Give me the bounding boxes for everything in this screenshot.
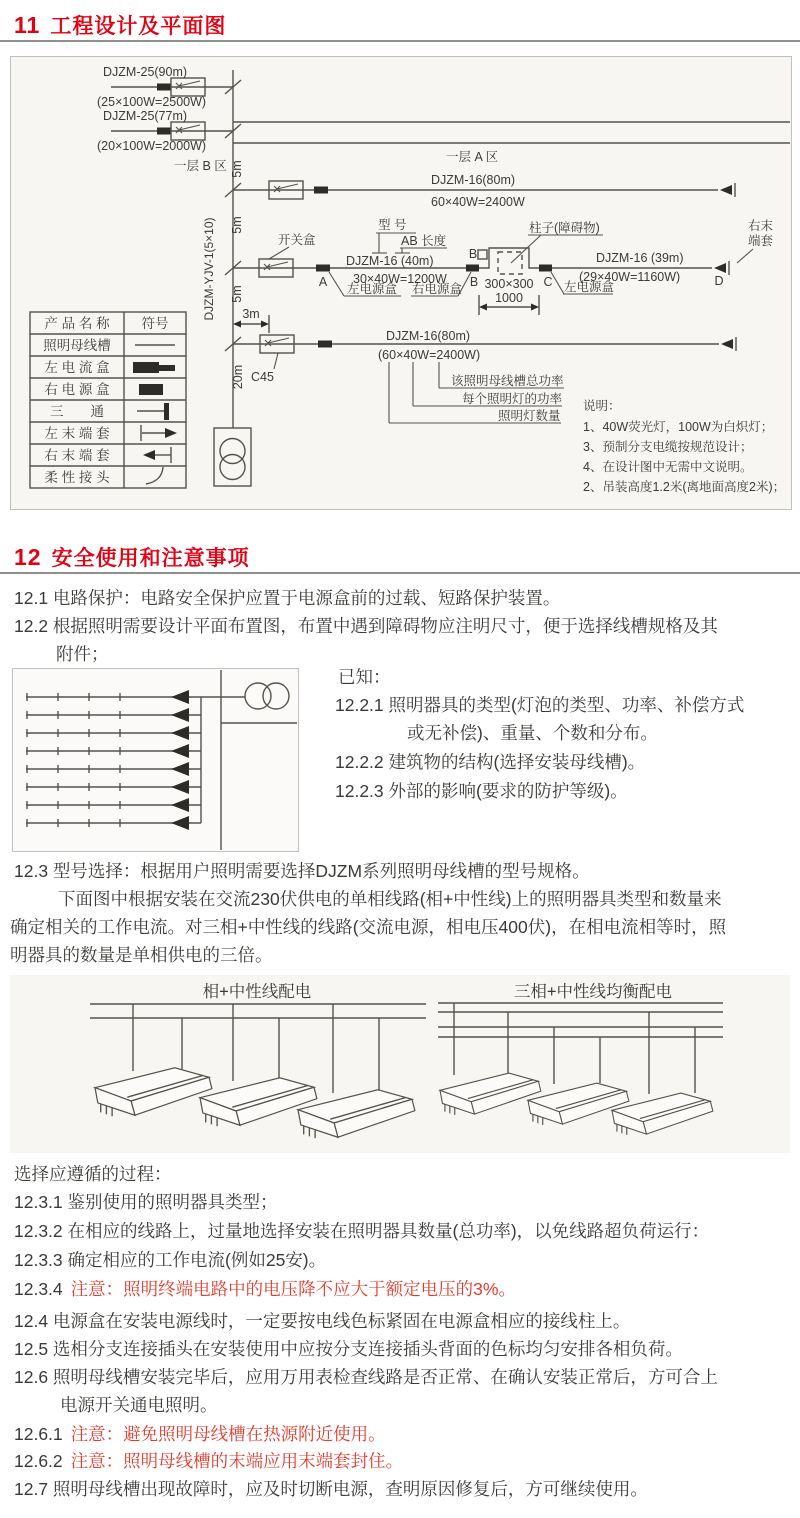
note-3: 4、在设计图中无需中文说明。 [583, 460, 753, 474]
callout-lamp-count: 照明灯数量 [498, 409, 561, 423]
section11-divider [0, 40, 800, 42]
callout-lamp-power: 每个照明灯的功率 [462, 392, 563, 406]
feeder1-power-label: (25×100W=2500W) [97, 95, 207, 109]
note-2: 3、预制分支电缆按规范设计； [583, 440, 753, 454]
left-source-box2-label: 左电源盒 [564, 280, 615, 294]
ab-length-callout-label: AB 长度 [401, 234, 447, 248]
column-size-label: 300×300 [484, 277, 534, 291]
legend-row-left-endcap: 左 末 端 套 [44, 426, 110, 441]
legend-row-tee: 三 通 [50, 404, 104, 419]
process-title: 选择应遵循的过程： [14, 1164, 172, 1184]
floor-plan-drawing [13, 669, 298, 851]
known-title: 已知： [338, 667, 391, 687]
item-12-3-4 [14, 1275, 516, 1303]
item-12-6-2-number: 12.6.2 [14, 1451, 63, 1471]
item-12-4: 12.4 电源盒在安装电源线时，一定要按电线色标紧固在电源盒相应的接线柱上。 [14, 1311, 631, 1331]
section12-title: 安全使用和注意事项 [51, 547, 250, 570]
item-12-2: 12.2 根据照明需要设计平面布置图，布置中遇到障碍物应注明尺寸，便于选择线槽规格及其 [14, 616, 718, 636]
model-callout-label: 型 号 [378, 218, 407, 232]
plan-transformer-coil-2 [263, 683, 289, 709]
item-12-3-3: 12.3.3 确定相应的工作电流(例如25安)。 [14, 1250, 327, 1270]
item-12-6-cont: 电源开关通电照明。 [60, 1395, 218, 1415]
point-b-box-square [478, 250, 487, 259]
note-1: 1、40W荧光灯，100W为白炽灯； [583, 420, 774, 434]
engineering-plan-drawing [11, 57, 791, 509]
section11-number: 11 [14, 12, 41, 38]
zone-a-label: 一层 A 区 [446, 150, 499, 164]
point-b-label: B [469, 275, 479, 289]
legend-header-name: 产 品 名 称 [44, 316, 110, 331]
row5-power-label: (60×40W=2400W) [378, 348, 481, 362]
feeder2-power-label: (20×100W=2000W) [97, 139, 207, 153]
legend-row-flex-joint: 柔 性 接 头 [44, 470, 110, 485]
transformer-coil-1 [220, 439, 245, 464]
item-12-6-2 [14, 1447, 403, 1475]
item-12-6-1 [14, 1420, 386, 1448]
note-4: 2、吊装高度1.2米(离地面高度2米)； [583, 480, 786, 494]
row3-model-label: DJZM-16(80m) [431, 173, 516, 187]
column-dim-label: 1000 [495, 291, 523, 305]
callout-total-power: 该照明母线槽总功率 [451, 374, 564, 388]
section12-header [14, 542, 250, 572]
row4-right-endcap-arrow [714, 263, 726, 273]
three-phase-diagram [438, 1003, 723, 1135]
seg-ab-model-label: DJZM-16 (40m) [346, 254, 434, 268]
legend-row-left-current-box: 左 电 流 盒 [44, 360, 110, 375]
section11-header [14, 10, 226, 40]
section11-title: 工程设计及平面图 [50, 15, 227, 38]
point-b-source-box [466, 265, 479, 272]
dim-3m: 3m [242, 307, 260, 321]
item-12-3-para-3: 明器具的数量是单相供电的三倍。 [10, 945, 273, 965]
legend-table [30, 312, 186, 488]
feeder1-source-box-symbol [157, 84, 171, 91]
riser-model-label: DJZM-YJV-1(5×10) [202, 217, 216, 321]
row5-right-endcap-arrow [721, 339, 733, 349]
single-phase-diagram [90, 1004, 426, 1138]
item-12-2-2: 12.2.2 建筑物的结构(选择安装母线槽)。 [335, 752, 646, 772]
seg-cd-power-label: (29×40W=1160W) [579, 270, 681, 284]
point-c-source-box [539, 265, 552, 272]
symbol-flex-joint [146, 467, 163, 484]
legend-row-busway: 照明母线槽 [43, 338, 111, 353]
column-label: 柱子(障碍物) [529, 221, 600, 235]
zone-b-label: 一层 B 区 [174, 159, 227, 173]
section12-divider [0, 572, 800, 574]
item-12-7: 12.7 照明母线槽出现故障时，应及时切断电源，查明原因修复后，方可继续使用。 [14, 1479, 648, 1499]
feeder2-model-label: DJZM-25(77m) [103, 109, 188, 123]
item-12-3-para-2: 确定相关的工作电流。对三相+中性线的线路(交流电源，相电压400伏)，在相电流相等时，照 [10, 917, 727, 937]
item-12-2-cont: 附件； [56, 644, 109, 664]
item-12-2-1-cont: 或无补偿)、重量、个数和分布。 [407, 723, 658, 743]
item-12-1: 12.1 电路保护：电路安全保护应置于电源盒前的过载、短路保护装置。 [14, 588, 561, 608]
item-12-6-1-warning: 注意：避免照明母线槽在热源附近使用。 [70, 1424, 386, 1444]
point-c-label: C [543, 275, 553, 289]
dim-20m: 20m [231, 364, 245, 390]
seg-ab-power-label: 30×40W=1200W [353, 272, 447, 286]
point-a-source-box [316, 265, 330, 272]
right-endcap-label-line1: 右末 [748, 219, 774, 233]
item-12-3-para-1: 下面图中根据安装在交流230伏供电的单相线路(相+中性线)上的照明器具类型和数量来 [58, 889, 722, 909]
item-12-3-1: 12.3.1 鉴别使用的照明器具类型； [14, 1192, 278, 1212]
point-a-label: A [318, 275, 328, 289]
left-source-box1-label: 左电源盒 [347, 282, 398, 296]
row5-model-label: DJZM-16(80m) [386, 329, 471, 343]
distribution-diagram-panel [10, 975, 790, 1153]
section12-number: 12 [14, 544, 42, 570]
symbol-right-endcap [143, 450, 155, 460]
right-source-box-label: 右电源盒 [412, 282, 463, 296]
item-12-3-4-number: 12.3.4 [14, 1279, 63, 1299]
seg-cd-model-label: DJZM-16 (39m) [596, 251, 684, 265]
item-12-6-2-warning: 注意：照明母线槽的末端应用末端套封住。 [70, 1451, 404, 1471]
dim-5m-2: 5m [230, 216, 244, 234]
dim-5m-1: 5m [230, 160, 244, 178]
switch-box-label: 开关盒 [278, 233, 316, 247]
transformer-box [214, 428, 251, 486]
item-12-3: 12.3 型号选择：根据用户照明需要选择DJZM系列照明母线槽的型号规格。 [14, 861, 590, 881]
legend-row-right-source-box: 右 电 源 盒 [44, 382, 110, 397]
column-obstacle-square [498, 252, 522, 274]
feeder1-model-label: DJZM-25(90m) [103, 65, 188, 79]
row3-right-endcap-arrow [720, 185, 732, 195]
item-12-3-4-warning: 注意：照明终端电路中的电压降不应大于额定电压的3%。 [70, 1279, 516, 1299]
dim-5m-3: 5m [230, 285, 244, 303]
legend-row-right-endcap: 右 末 端 套 [44, 448, 110, 463]
breaker-label: C45 [251, 370, 274, 384]
row5-source-box-symbol [318, 341, 332, 348]
three-phase-title: 三相+中性线均衡配电 [513, 983, 673, 1001]
transformer-coil-2 [220, 455, 245, 480]
symbol-left-current-box [133, 362, 159, 373]
symbol-right-source-box [139, 384, 163, 395]
right-endcap-label-line2: 端套 [748, 234, 774, 248]
item-12-2-3: 12.2.3 外部的影响(要求的防护等级)。 [335, 781, 628, 801]
feeder2-source-box-symbol [157, 128, 171, 135]
item-12-2-1: 12.2.1 照明器具的类型(灯泡的类型、功率、补偿方式 [335, 695, 745, 715]
item-12-5: 12.5 选相分支连接插头在安装使用中应按分支连接插头背面的色标均匀安排各相负荷。 [14, 1339, 683, 1359]
distribution-diagrams [10, 975, 790, 1153]
floor-plan-panel [12, 668, 299, 852]
engineering-plan-panel [10, 56, 792, 510]
row3-source-box-symbol [314, 187, 328, 194]
item-12-6: 12.6 照明母线槽安装完毕后，应用万用表检查线路是否正常、在确认安装正常后，方可合上 [14, 1367, 718, 1387]
legend-header-symbol: 符号 [141, 316, 169, 331]
point-d-label: D [714, 274, 724, 288]
point-b-box-label: B [468, 247, 478, 261]
item-12-6-1-number: 12.6.1 [14, 1424, 63, 1444]
single-phase-title: 相+中性线配电 [202, 983, 312, 1001]
notes-title: 说明： [583, 399, 621, 413]
row3-power-label: 60×40W=2400W [431, 195, 525, 209]
item-12-3-2: 12.3.2 在相应的线路上，过量地选择安装在照明器具数量(总功率)，以免线路超负荷运行： [14, 1221, 710, 1241]
busway-run-lines [26, 690, 201, 830]
